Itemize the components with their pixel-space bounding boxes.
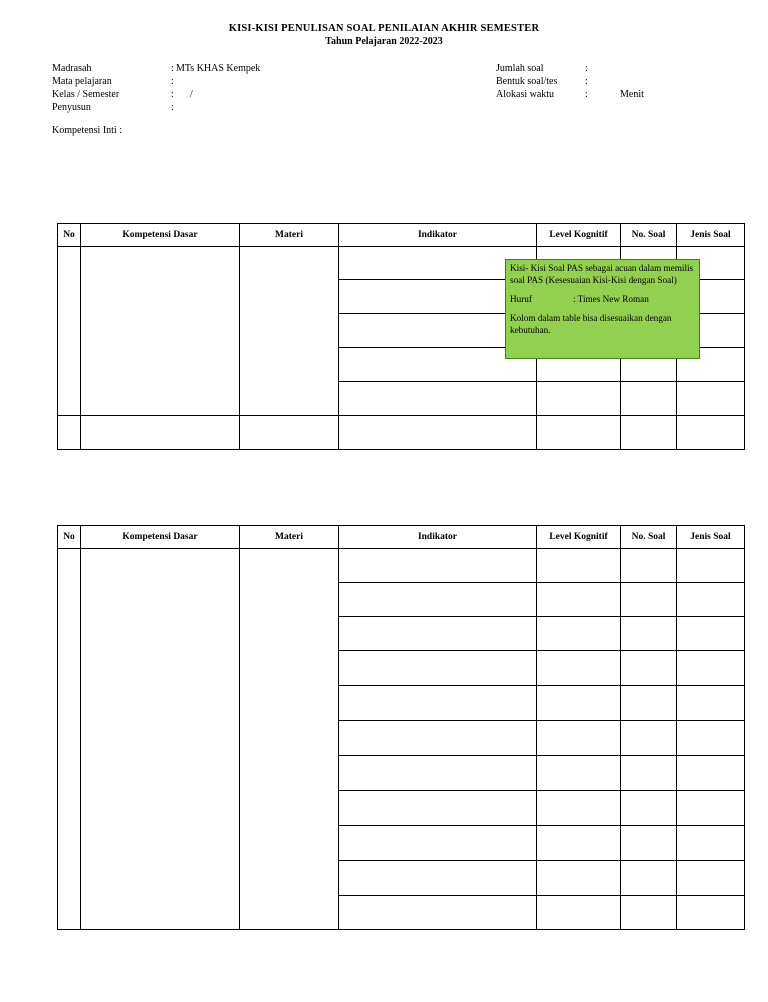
cell-level-kognitif[interactable] [537, 861, 621, 896]
cell-level-kognitif[interactable] [537, 791, 621, 826]
header-no-soal: No. Soal [621, 224, 677, 247]
header-indikator: Indikator [339, 224, 537, 247]
cell-materi[interactable] [240, 247, 339, 416]
header-kompetensi-dasar: Kompetensi Dasar [81, 224, 240, 247]
cell-no-soal[interactable] [621, 861, 677, 896]
cell-indikator[interactable] [339, 826, 537, 861]
info-label: Mata pelajaran [52, 76, 112, 87]
info-value: Menit [620, 89, 644, 100]
cell-kompetensi-dasar[interactable] [81, 416, 240, 450]
cell-level-kognitif[interactable] [537, 686, 621, 721]
cell-level-kognitif[interactable] [537, 416, 621, 450]
cell-jenis-soal[interactable] [677, 416, 745, 450]
cell-no-soal[interactable] [621, 791, 677, 826]
cell-no-soal[interactable] [621, 617, 677, 651]
header-jenis-soal: Jenis Soal [677, 224, 745, 247]
info-label: Alokasi waktu [496, 89, 555, 100]
cell-materi[interactable] [240, 416, 339, 450]
cell-no[interactable] [58, 416, 81, 450]
cell-level-kognitif[interactable] [537, 826, 621, 861]
cell-level-kognitif[interactable] [537, 617, 621, 651]
cell-level-kognitif[interactable] [537, 382, 621, 416]
cell-indikator[interactable] [339, 549, 537, 583]
cell-indikator[interactable] [339, 791, 537, 826]
comment-note[interactable] [505, 259, 700, 359]
header-materi: Materi [240, 224, 339, 247]
cell-indikator[interactable] [339, 583, 537, 617]
note-line-1: Kisi- Kisi Soal PAS sebagai acuan dalam memilis soal PAS (Kesesuaian Kisi-Kisi dengan Soal) [510, 263, 694, 285]
info-label: Jumlah soal [496, 63, 544, 74]
header-jenis-soal: Jenis Soal [677, 526, 745, 549]
cell-no[interactable] [58, 549, 81, 930]
kisi-table-2 [57, 525, 745, 930]
info-sep: : [171, 63, 174, 74]
cell-level-kognitif[interactable] [537, 549, 621, 583]
table-header-row [58, 526, 745, 549]
header-no: No [58, 526, 81, 549]
header-indikator: Indikator [339, 526, 537, 549]
info-sep: : [171, 76, 174, 87]
header-level-kognitif: Level Kognitif [537, 526, 621, 549]
info-label: Penyusun [52, 102, 91, 113]
cell-kompetensi-dasar[interactable] [81, 247, 240, 416]
cell-kompetensi-dasar[interactable] [81, 549, 240, 930]
note-line-font [510, 293, 696, 305]
cell-no-soal[interactable] [621, 826, 677, 861]
table-row [58, 549, 745, 583]
cell-indikator[interactable] [339, 861, 537, 896]
cell-jenis-soal[interactable] [677, 861, 745, 896]
cell-level-kognitif[interactable] [537, 583, 621, 617]
cell-jenis-soal[interactable] [677, 651, 745, 686]
info-label: Bentuk soal/tes [496, 76, 558, 87]
document-subtitle: Tahun Pelajaran 2022-2023 [325, 36, 443, 47]
cell-jenis-soal[interactable] [677, 721, 745, 756]
cell-jenis-soal[interactable] [677, 896, 745, 930]
table-row [58, 416, 745, 450]
cell-no[interactable] [58, 247, 81, 416]
cell-materi[interactable] [240, 549, 339, 930]
cell-indikator[interactable] [339, 896, 537, 930]
info-sep: : [585, 76, 588, 87]
header-no-soal: No. Soal [621, 526, 677, 549]
header-materi: Materi [240, 526, 339, 549]
note-font-label: Huruf [510, 294, 532, 304]
cell-no-soal[interactable] [621, 756, 677, 791]
cell-jenis-soal[interactable] [677, 686, 745, 721]
header-no: No [58, 224, 81, 247]
info-sep: : [585, 89, 588, 100]
cell-jenis-soal[interactable] [677, 549, 745, 583]
info-sep: : [585, 63, 588, 74]
cell-indikator[interactable] [339, 617, 537, 651]
header-level-kognitif: Level Kognitif [537, 224, 621, 247]
cell-indikator[interactable] [339, 416, 537, 450]
cell-jenis-soal[interactable] [677, 382, 745, 416]
cell-indikator[interactable] [339, 686, 537, 721]
table-header-row [58, 224, 745, 247]
cell-level-kognitif[interactable] [537, 651, 621, 686]
cell-no-soal[interactable] [621, 583, 677, 617]
cell-no-soal[interactable] [621, 686, 677, 721]
cell-no-soal[interactable] [621, 416, 677, 450]
kompetensi-inti-label: Kompetensi Inti : [52, 125, 122, 136]
info-sep: : [171, 102, 174, 113]
cell-jenis-soal[interactable] [677, 826, 745, 861]
cell-level-kognitif[interactable] [537, 756, 621, 791]
cell-level-kognitif[interactable] [537, 721, 621, 756]
cell-indikator[interactable] [339, 651, 537, 686]
info-label: Madrasah [52, 63, 92, 74]
cell-no-soal[interactable] [621, 896, 677, 930]
cell-indikator[interactable] [339, 721, 537, 756]
header-kompetensi-dasar: Kompetensi Dasar [81, 526, 240, 549]
cell-no-soal[interactable] [621, 549, 677, 583]
note-font-value: : Times New Roman [573, 294, 649, 304]
cell-level-kognitif[interactable] [537, 896, 621, 930]
cell-indikator[interactable] [339, 382, 537, 416]
cell-jenis-soal[interactable] [677, 756, 745, 791]
info-value: / [190, 89, 193, 100]
cell-no-soal[interactable] [621, 382, 677, 416]
cell-indikator[interactable] [339, 756, 537, 791]
info-value: MTs KHAS Kempek [176, 63, 261, 74]
info-label: Kelas / Semester [52, 89, 120, 100]
note-line-3: Kolom dalam table bisa disesuaikan dengan kebutuhan. [510, 313, 672, 335]
document-title: KISI-KISI PENULISAN SOAL PENILAIAN AKHIR SEMESTER [228, 23, 540, 34]
cell-jenis-soal[interactable] [677, 617, 745, 651]
cell-no-soal[interactable] [621, 651, 677, 686]
cell-jenis-soal[interactable] [677, 791, 745, 826]
cell-no-soal[interactable] [621, 721, 677, 756]
info-sep: : [171, 89, 174, 100]
cell-jenis-soal[interactable] [677, 583, 745, 617]
